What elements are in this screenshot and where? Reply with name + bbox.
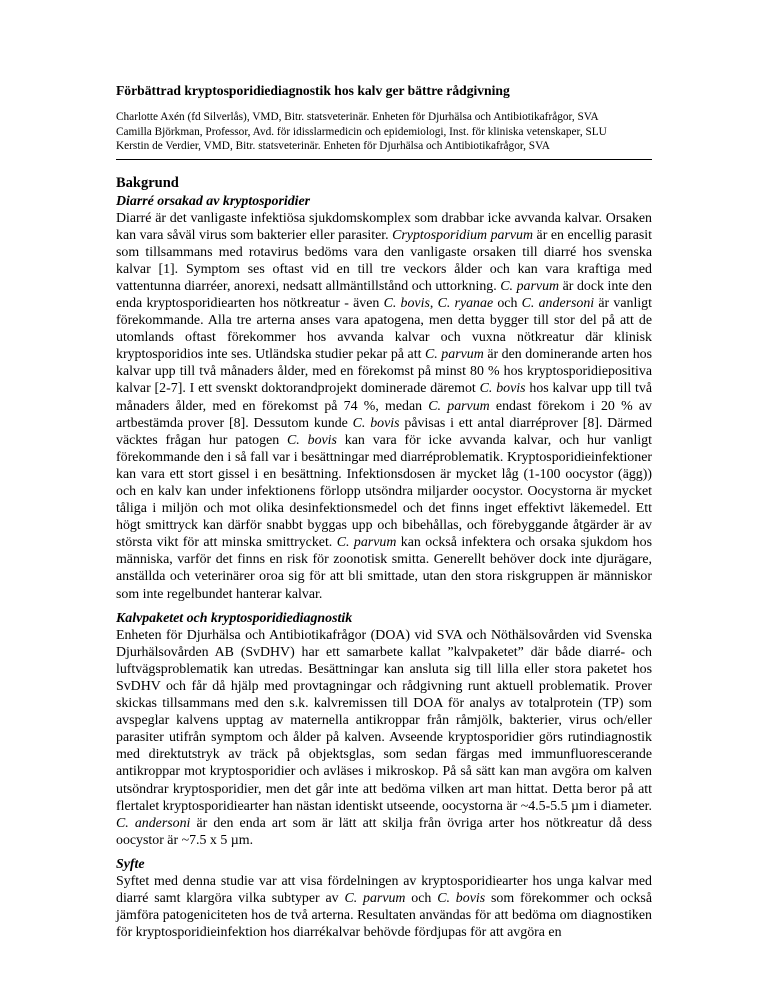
species-name: C. bovis xyxy=(479,381,526,397)
text-run: Syftet med denna studie var att visa fördelningen av kryptosporidiearter hos unga kalvar med diarré samt klargöra vilka subtyper av xyxy=(116,873,652,906)
text-run: kan vara för icke avvanda kalvar, och hur vanligt förekommande den i så fall var i besättningar med diarréproblematik. Kryptosporidieinfektioner kan vara ett stort gissel i en besättning. Infektionsdosen är mycket låg (1-100 oocystor (ägg)) och en kalv kan under infektionens förlopp utsöndra miljarder oocystor. Oocystorna är mycket tåliga i miljön och mot olika desinfektionsmedel och det finns inget effektivt läkemedel. Ett högt smittryck kan därför snabbt byggas upp och bibehållas, och förebyggande åtgärder är av största vikt för att minska smittrycket. xyxy=(116,432,652,551)
text-run: Enheten för Djurhälsa och Antibiotikafrågor (DOA) vid SVA och Nöthälsovården vid Svenska Djurhälsovården AB (SvDHV) har ett samarbete kallat ”kalvpaketet” där både diarré- och luftvägsproblematik kan utredas. Besättningar kan ansluta sig till lilla eller stora paketet hos SvDHV och får då hjälp med provtagningar och rådgivning runt aktuell problematik. Prover skickas tillsammans med den s.k. kalvremissen till DOA för analys av totalprotein (TP) som avspeglar kalvens upptag av maternella antikroppar från råmjölk, bakterier, virus och/eller parasiter utifrån symptom och ålder på kalven. Avseende kryptosporidier görs rutindiagnostik med direktutstryk av träck på objektsglas, som sedan färgas med immunfluorescerande antikroppar mot kryptosporidier och avläses i mikroskop. På så sätt kan man avgöra om kalven utsöndrar kryptosporidier, men det går inte att bedöma vilken art man hittat. Detta beror på att flertalet kryptosporidiearter han nästan identiskt utseende, oocystorna är ~4.5-5.5 µm i diameter. xyxy=(116,627,652,814)
text-run: endast förekom i 20 % av artbestämda prover [8]. Dessutom kunde xyxy=(116,398,652,431)
author-line: Camilla Björkman, Professor, Avd. för idisslarmedicin och epidemiologi, Inst. för kliniska vetenskaper, SLU xyxy=(116,125,607,138)
section-heading: Bakgrund xyxy=(116,174,179,191)
species-name: C. ryanae xyxy=(437,295,494,311)
text-run: kan också infektera och orsaka sjukdom hos människa, varför det finns en risk för zoonotisk smitta. Generellt behöver dock inte djurägare, anställda och veterinärer oroa sig för att bli smittade, utan den stora riskgruppen är människor som inte regelbundet hanterar kalvar. xyxy=(116,535,652,602)
text-run: Diarré är det vanligaste infektiösa sjukdomskomplex som drabbar icke avvanda kalvar. Orsaken kan vara såväl virus som bakterier eller parasiter. xyxy=(116,210,652,243)
author-line: Kerstin de Verdier, VMD, Bitr. statsveterinär. Enheten för Djurhälsa och Antibiotikafrågor, SVA xyxy=(116,140,550,152)
paragraph xyxy=(116,210,652,603)
text-run: och xyxy=(493,295,522,311)
species-name: C. parvum xyxy=(428,398,490,414)
text-run: hos kalvar upp till två månaders ålder, med en förekomst på 74 %, medan xyxy=(116,381,653,414)
text-run: påvisas i ett antal diarréprover [8]. Därmed väcktes frågan hur patogen xyxy=(116,415,653,448)
species-name: C. parvum xyxy=(500,278,560,294)
species-name: C. bovis xyxy=(287,432,337,448)
text-run: är den dominerande arten hos kalvar upp till två månaders ålder, med en förekomst på minst 80 % hos kryptosporidiepositiva kalvar [2-7]. I ett svenskt doktorandprojekt dominerade däremot xyxy=(116,347,653,397)
header-divider xyxy=(116,159,652,160)
species-name: C. bovis xyxy=(352,415,400,431)
text-run: är en encellig parasit som tillsammans med rotavirus bedöms vara den vanligaste orsaken till diarré hos svenska kalvar [1]. Symptom ses oftast vid en till tre veckors ålder och kan vara kraftiga med vattentunna diarréer, anorexi, nedsatt allmäntillstånd och uttorkning. xyxy=(116,227,652,294)
paragraph xyxy=(116,873,652,941)
text-run: och xyxy=(405,890,438,906)
author-list xyxy=(116,110,652,154)
species-name: C. parvum xyxy=(425,347,484,363)
author-line: Charlotte Axén (fd Silverlås), VMD, Bitr. statsveterinär. Enheten för Djurhälsa och Antibiotikafrågor, SVA xyxy=(116,111,599,123)
species-name: C. andersoni xyxy=(116,815,191,831)
species-name: C. andersoni xyxy=(521,295,595,311)
species-name: C. bovis xyxy=(383,295,430,311)
subsection-heading: Syfte xyxy=(116,856,145,872)
text-run: är den enda art som är lätt att skilja från övriga arter hos nötkreatur då dess oocystor är ~7.5 x 5 µm. xyxy=(116,815,652,848)
species-name: C. bovis xyxy=(437,890,486,906)
text-run: är vanligt förekommande. Alla tre arterna anses vara apatogena, men detta bygger till stor del på att de utomlands oftast förekommer hos avvanda kalvar och vuxna nötkreatur där klinisk kryptosporidios inte ses. Utländska studier pekar på att xyxy=(116,295,652,363)
species-name: Cryptosporidium parvum xyxy=(392,227,534,243)
species-name: C. parvum xyxy=(344,890,406,906)
paragraph xyxy=(116,627,652,849)
text-run: som förekommer och också jämföra patogeniciteten hos de två arterna. Resultaten användas för att bedöma om diagnostiken för kryptosporidieinfektion hos diarrékalvar behövde fördjupas för att avgöra en xyxy=(116,890,652,941)
subsection-heading: Diarré orsakad av kryptosporidier xyxy=(116,193,311,209)
text-run: , xyxy=(429,295,438,311)
subsection-heading: Kalvpaketet och kryptosporidiediagnostik xyxy=(116,610,353,626)
text-run: är dock inte den enda kryptosporidiearten hos nötkreatur - även xyxy=(116,278,652,311)
document-page xyxy=(116,82,652,941)
document-title: Förbättrad kryptosporidiediagnostik hos kalv ger bättre rådgivning xyxy=(116,83,510,98)
species-name: C. parvum xyxy=(336,535,397,551)
